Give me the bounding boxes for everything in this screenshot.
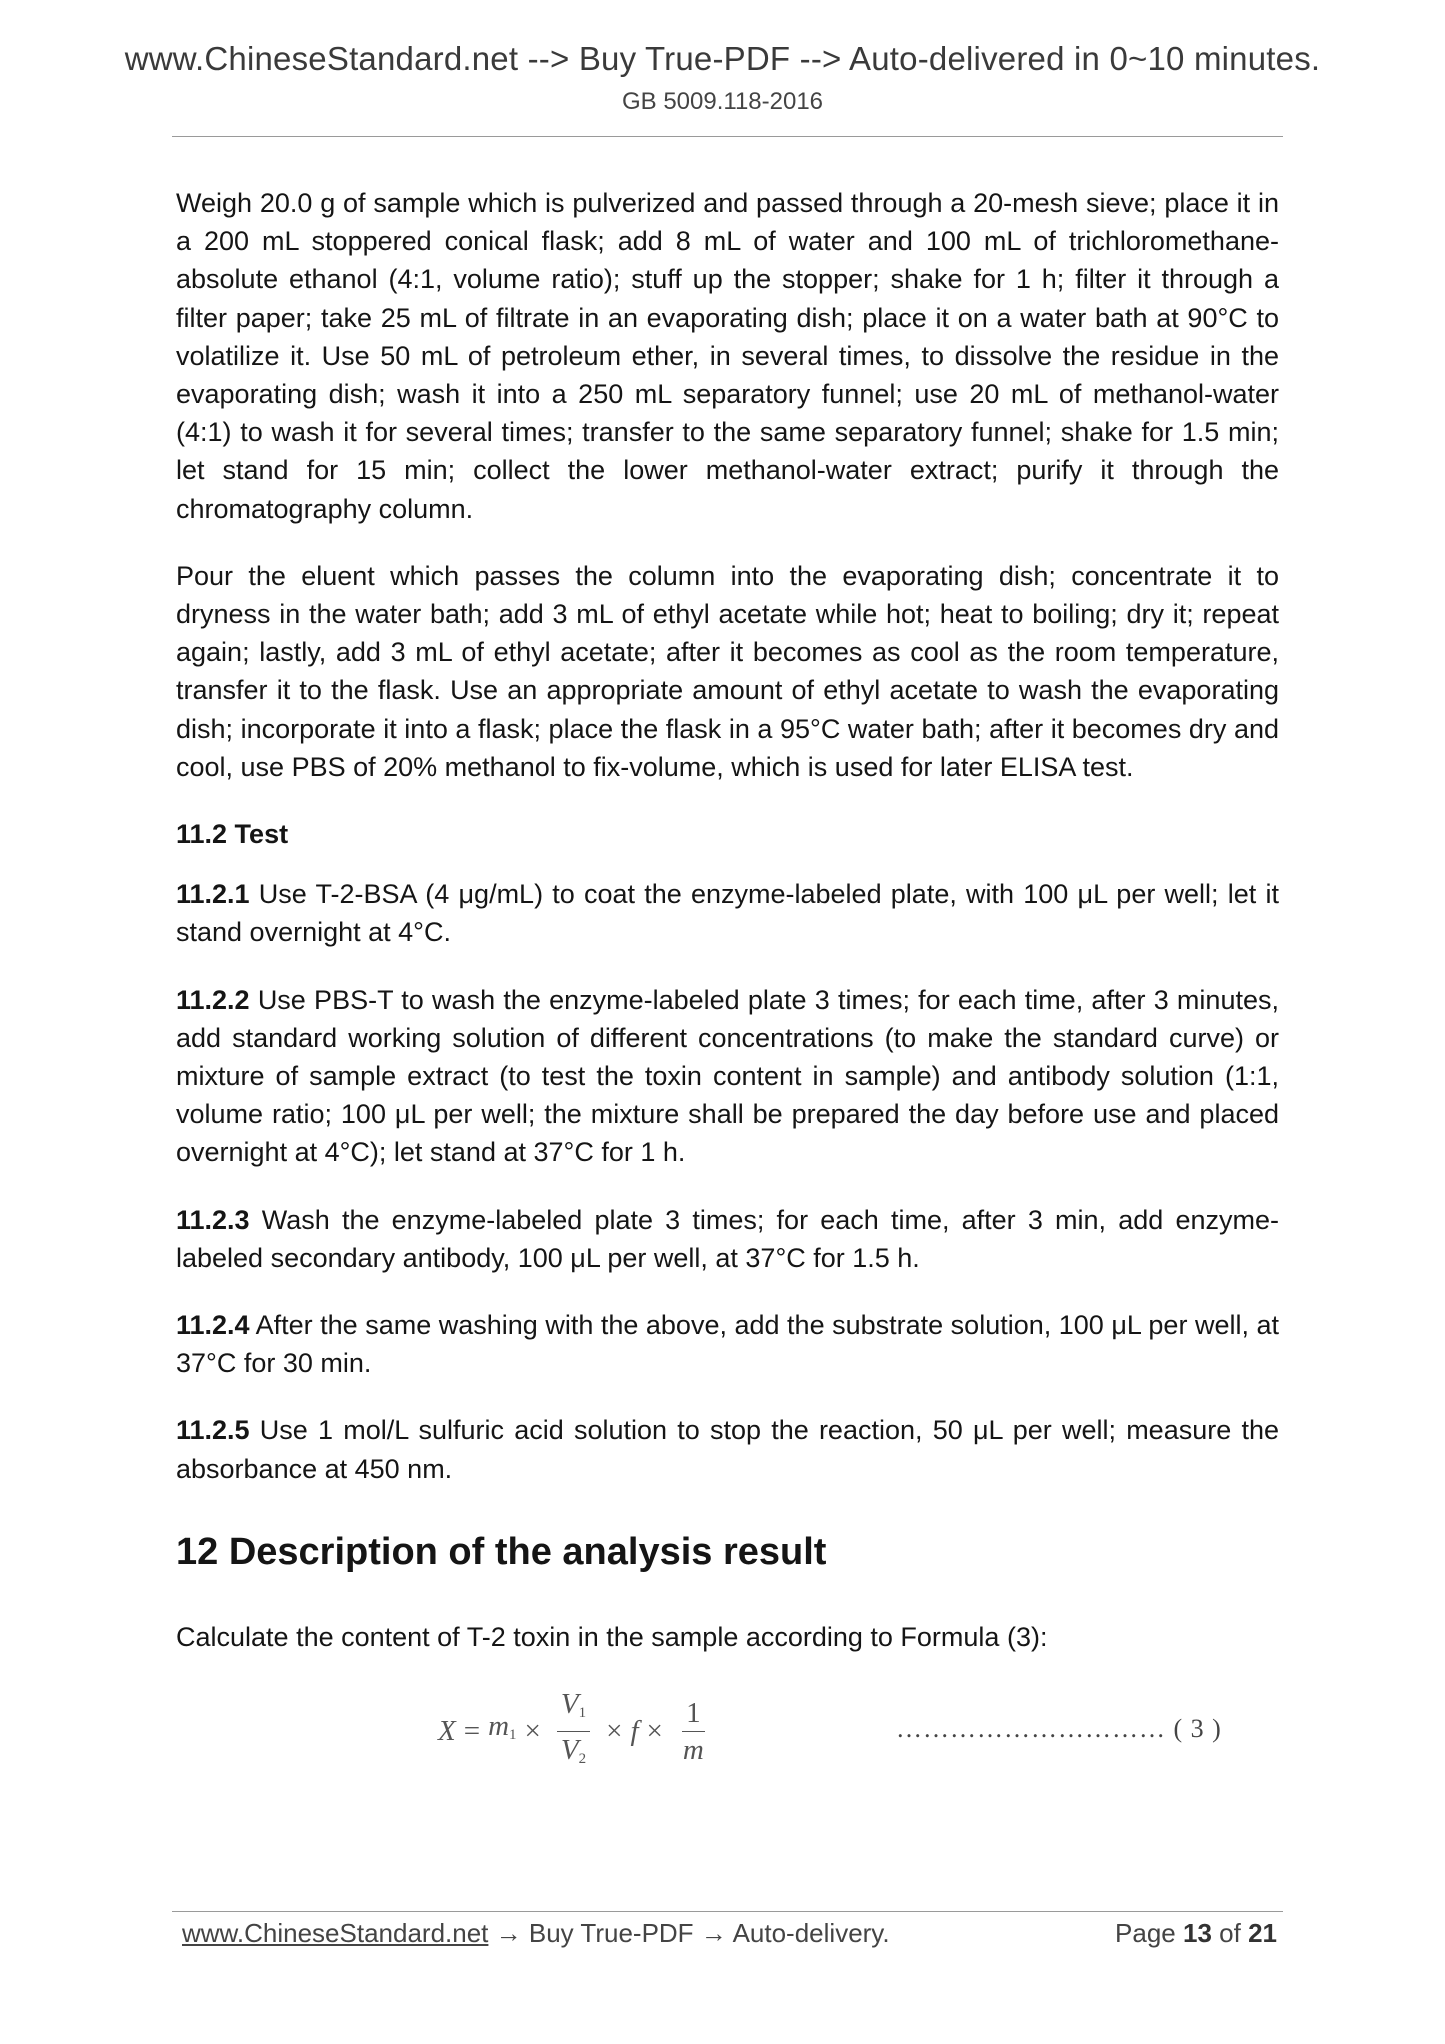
- footer-promo-text: → Buy True-PDF → Auto-delivery.: [488, 1918, 890, 1948]
- clause-number: 11.2.5: [176, 1415, 250, 1446]
- clause-number: 11.2.1: [176, 879, 250, 910]
- paragraph-eluent: Pour the eluent which passes the column into the evaporating dish; concentrate it to dryness in the water bath; add 3 mL of ethyl acetate while hot; heat to boiling; dry it; repeat again; lastly, add 3 mL of ethyl acetate; after it becomes as cool as the room temperature, transfer it to the flask. Use an appropriate amount of ethyl acetate to wash the evaporating dish; incorporate it into a flask; place the flask in a 95°C water bath; after it becomes dry and cool, use PBS of 20% methanol to fix-volume, which is used for later ELISA test.: [176, 560, 1279, 782]
- clause-number: 11.2.4: [176, 1310, 250, 1341]
- formula-expression: [438, 1686, 716, 1776]
- header-banner: www.ChineseStandard.net --> Buy True-PDF --> Auto-delivered in 0~10 minutes.: [124, 40, 1321, 77]
- formula-x: X: [438, 1714, 456, 1747]
- section-heading-12: 12 Description of the analysis result: [176, 1530, 827, 1573]
- clause-text: Use PBS-T to wash the enzyme-labeled plate 3 times; for each time, after 3 minutes, add standard working solution of different concentrations (to make the standard curve) or mixture of sample extract (to test the toxin content in sample) and antibody solution (1:1, volume ratio; 100 μL per well; the mixture shall be prepared the day before use and placed overnight at 4°C); let stand at 37°C for 1 h.: [176, 984, 1279, 1168]
- page-indicator: Page 13 of 21: [1115, 1918, 1277, 1948]
- formula-3: [176, 1686, 1279, 1776]
- formula-equals: =: [463, 1714, 481, 1747]
- clause-text: Wash the enzyme-labeled plate 3 times; for each time, after 3 min, add enzyme-labeled secondary antibody, 100 μL per well, at 37°C for 1.5 h.: [176, 1204, 1279, 1273]
- header-divider: [172, 136, 1283, 137]
- clause-number: 11.2.3: [176, 1204, 250, 1235]
- clause-11-2-3: [176, 1201, 1279, 1277]
- formula-intro: Calculate the content of T-2 toxin in the sample according to Formula (3):: [176, 1621, 1048, 1652]
- clause-text: Use 1 mol/L sulfuric acid solution to stop the reaction, 50 μL per well; measure the absorbance at 450 nm.: [176, 1415, 1279, 1484]
- clause-11-2-4: [176, 1306, 1279, 1382]
- footer-divider: [172, 1911, 1283, 1912]
- clause-11-2-1: [176, 875, 1279, 951]
- paragraph-sample-prep: Weigh 20.0 g of sample which is pulverized and passed through a 20-mesh sieve; place it in a 200 mL stoppered conical flask; add 8 mL of water and 100 mL of trichloromethane-absolute ethanol (4:1, volume ratio); stuff up the stopper; shake for 1 h; filter it through a filter paper; take 25 mL of filtrate in an evaporating dish; place it on a water bath at 90°C to volatilize it. Use 50 mL of petroleum ether, in several times, to dissolve the residue in the evaporating dish; wash it into a 250 mL separatory funnel; use 20 mL of methanol-water (4:1) to wash it for several times; transfer to the same separatory funnel; shake for 1.5 min; let stand for 15 min; collect the lower methanol-water extract; purify it through the chromatography column.: [176, 188, 1279, 524]
- page-content: [176, 184, 1279, 1776]
- current-page: 13: [1183, 1918, 1212, 1948]
- formula-v-ratio: $\frac{V_1}{V_2}$: [557, 1688, 590, 1775]
- formula-f: f: [630, 1714, 639, 1747]
- clause-text: After the same washing with the above, add the substrate solution, 100 μL per well, at 37°C for 30 min.: [176, 1310, 1279, 1379]
- formula-times: ×: [606, 1714, 623, 1747]
- footer-link[interactable]: www.ChineseStandard.net: [182, 1918, 489, 1948]
- footer-promo: [182, 1918, 890, 1949]
- formula-times: ×: [646, 1714, 663, 1747]
- section-heading-11-2: 11.2 Test: [176, 819, 289, 850]
- clause-text: Use T-2-BSA (4 μg/mL) to coat the enzyme-labeled plate, with 100 μL per well; let it stand overnight at 4°C.: [176, 879, 1279, 948]
- clause-11-2-2: [176, 981, 1279, 1172]
- clause-number: 11.2.2: [176, 984, 250, 1015]
- formula-inverse-m: $\frac{1}{m}$: [682, 1696, 704, 1766]
- document-id: GB 5009.118-2016: [621, 88, 824, 115]
- clause-11-2-5: [176, 1411, 1279, 1487]
- formula-times: ×: [524, 1714, 541, 1747]
- total-pages: 21: [1248, 1918, 1277, 1948]
- formula-m1: $m_1$: [488, 1710, 517, 1744]
- formula-number: ………………………… ( 3 ): [896, 1714, 1222, 1744]
